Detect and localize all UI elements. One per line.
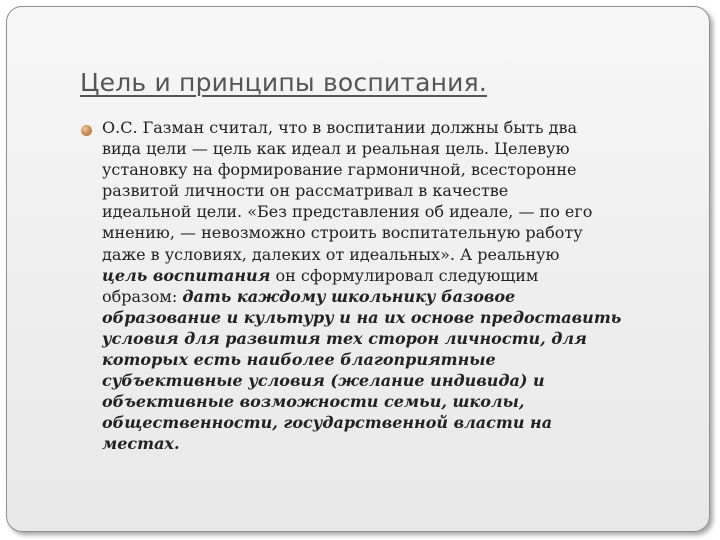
paragraph-line: вида цели — цель как идеал и реальная цель. Целевую [102, 139, 570, 159]
goal-definition: дать каждому школьнику базовое [182, 286, 516, 306]
paragraph-line: цель воспитания он сформулировал следующим [102, 265, 539, 285]
paragraph-line: идеальной цели. «Без представления об идеале, — по его [102, 202, 593, 222]
paragraph-line: которых есть наиболее благоприятные [102, 350, 496, 370]
paragraph [102, 117, 687, 455]
paragraph-line: местах. [102, 434, 180, 454]
paragraph-line: О.С. Газман считал, что в воспитании должны быть два [102, 118, 578, 137]
goal-term: цель воспитания [102, 265, 271, 285]
paragraph-line: субъективные условия (желание индивида) и [102, 371, 545, 391]
paragraph-line: общественности, государственной власти на [102, 413, 553, 433]
bullet-icon [81, 125, 92, 136]
paragraph-line: образом: дать каждому школьнику базовое [102, 286, 516, 306]
paragraph-line: установку на формирование гармоничной, всесторонне [102, 160, 577, 180]
paragraph-line: условия для развития тех сторон личности, для [102, 328, 587, 348]
paragraph-line: развитой личности он рассматривал в качестве [102, 181, 509, 201]
paragraph-line: объективные возможности семьи, школы, [102, 392, 525, 412]
paragraph-line: образование и культуру и на их основе предоставить [102, 307, 622, 327]
paragraph-line: мнению, — невозможно строить воспитательную работу [102, 223, 583, 243]
paragraph-line: даже в условиях, далеких от идеальных». А реальную [102, 244, 560, 264]
slide-title: Цель и принципы воспитания. [80, 68, 487, 97]
